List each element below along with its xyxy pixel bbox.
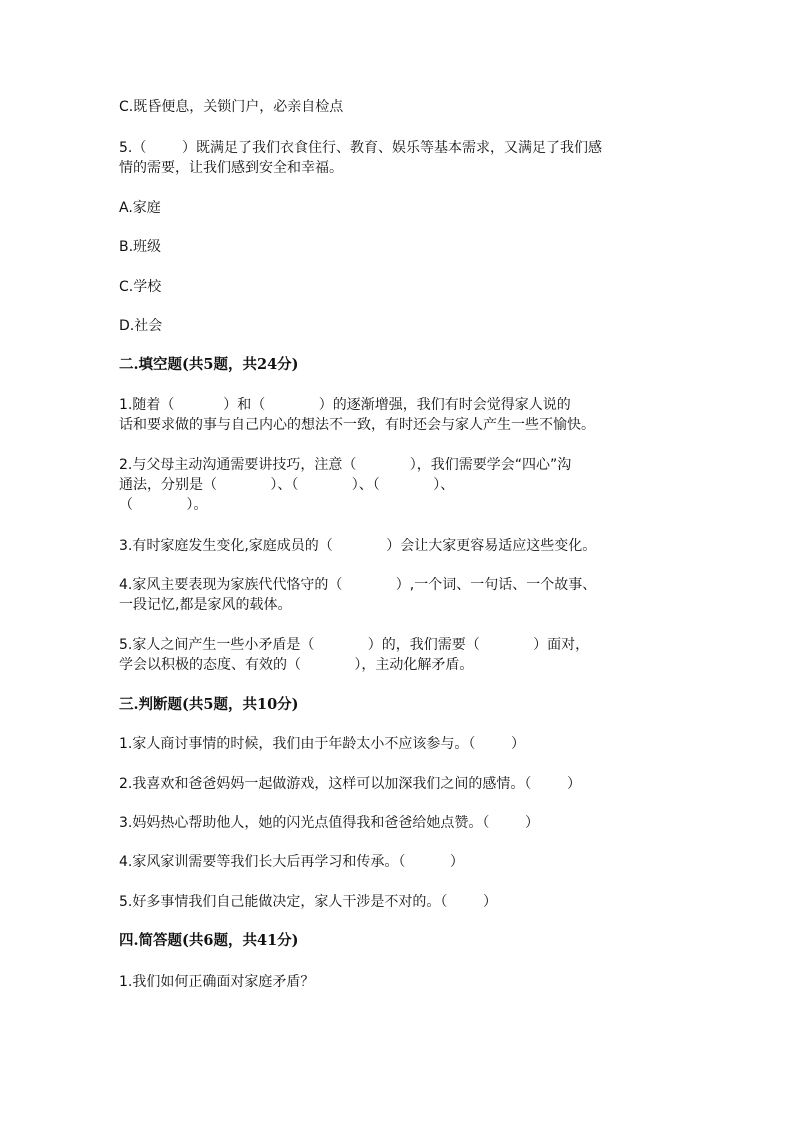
- tf-question-3: 3.妈妈热心帮助他人，她的闪光点值得我和爸爸给她点赞。（ ）: [119, 815, 539, 831]
- mc-q5-option-c: C.学校: [119, 279, 162, 295]
- section-heading-true-false: 三.判断题(共5题，共10分): [119, 696, 299, 713]
- mc-q5-option-a: A.家庭: [119, 200, 161, 216]
- fill-q1-line-2: 话和要求做的事与自己内心的想法不一致，有时还会与家人产生一些不愉快。: [119, 417, 595, 433]
- option-c-previous-question: C.既昏便息，关锁门户，必亲自检点: [119, 99, 344, 115]
- fill-q4-line-1: 4.家风主要表现为家族代代恪守的（ ）,一个词、一句话、一个故事、: [119, 577, 597, 593]
- fill-q2-line-2: 通法，分别是（ ）、（ ）、（ ）、: [119, 477, 455, 493]
- fill-q2-line-3: （ ）。: [119, 497, 208, 513]
- tf-question-4: 4.家风家训需要等我们长大后再学习和传承。（ ）: [119, 854, 464, 870]
- tf-question-1: 1.家人商讨事情的时候，我们由于年龄太小不应该参与。（ ）: [119, 736, 525, 752]
- fill-q1-line-1: 1.随着（ ）和（ ）的逐渐增强，我们有时会觉得家人说的: [119, 397, 571, 413]
- mc-question-5-line-2: 情的需要，让我们感到安全和幸福。: [119, 160, 343, 176]
- fill-q5-line-2: 学会以积极的态度、有效的（ ），主动化解矛盾。: [119, 657, 474, 673]
- short-answer-question-1: 1.我们如何正确面对家庭矛盾？: [119, 974, 315, 990]
- fill-q3-line-1: 3.有时家庭发生变化,家庭成员的（ ）会让大家更容易适应这些变化。: [119, 538, 597, 554]
- mc-question-5-line-1: 5.（ ）既满足了我们衣食住行、教育、娱乐等基本需求，又满足了我们感: [119, 140, 602, 156]
- tf-question-5: 5.好多事情我们自己能做决定，家人干涉是不对的。（ ）: [119, 894, 497, 910]
- fill-q4-line-2: 一段记忆,都是家风的载体。: [119, 597, 292, 613]
- mc-q5-option-d: D.社会: [119, 318, 163, 334]
- section-heading-short-answer: 四.简答题(共6题，共41分): [119, 932, 299, 949]
- section-heading-fill-blank: 二.填空题(共5题，共24分): [119, 356, 299, 373]
- mc-q5-option-b: B.班级: [119, 239, 162, 255]
- tf-question-2: 2.我喜欢和爸爸妈妈一起做游戏，这样可以加深我们之间的感情。（ ）: [119, 776, 581, 792]
- fill-q5-line-1: 5.家人之间产生一些小矛盾是（ ）的，我们需要（ ）面对，: [119, 637, 590, 653]
- fill-q2-line-1: 2.与父母主动沟通需要讲技巧，注意（ ），我们需要学会“四心”沟: [119, 457, 572, 473]
